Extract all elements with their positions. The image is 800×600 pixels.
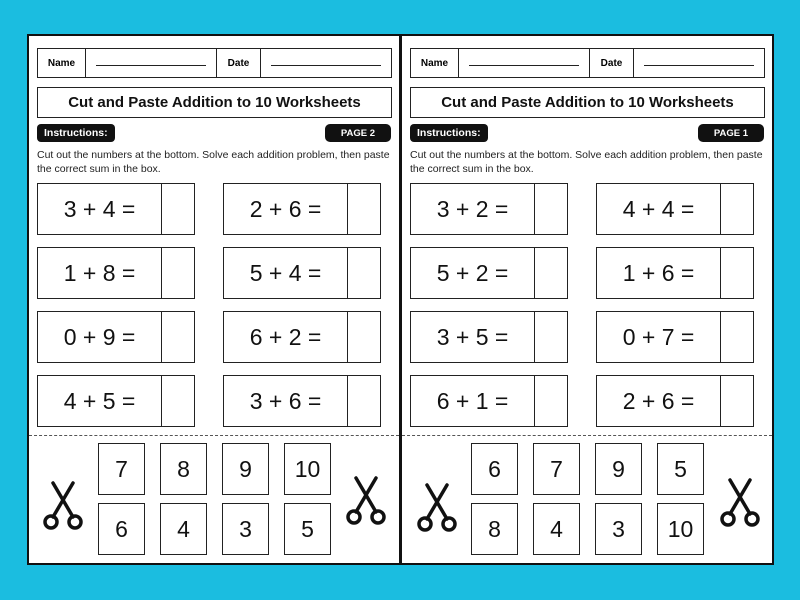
answer-box[interactable] <box>348 184 380 234</box>
problem-box <box>410 247 568 299</box>
number-cutout[interactable]: 6 <box>98 503 145 555</box>
date-field[interactable] <box>634 49 764 77</box>
problem-box <box>223 311 381 363</box>
number-cutout[interactable]: 4 <box>533 503 580 555</box>
number-cutout[interactable]: 8 <box>471 503 518 555</box>
problem-equation: 5 + 4 = <box>224 248 348 298</box>
problem-equation: 2 + 6 = <box>224 184 348 234</box>
problem-box <box>223 247 381 299</box>
answer-box[interactable] <box>721 184 753 234</box>
answer-box[interactable] <box>535 184 567 234</box>
scissors-icon <box>720 478 760 528</box>
problem-equation: 6 + 2 = <box>224 312 348 362</box>
answer-box[interactable] <box>535 248 567 298</box>
problem-equation: 0 + 9 = <box>38 312 162 362</box>
answer-box[interactable] <box>162 184 194 234</box>
number-cutout[interactable]: 7 <box>533 443 580 495</box>
number-cutout[interactable]: 5 <box>284 503 331 555</box>
number-cutout[interactable]: 9 <box>595 443 642 495</box>
number-cutout[interactable]: 8 <box>160 443 207 495</box>
answer-box[interactable] <box>162 248 194 298</box>
instructions-label: Instructions: <box>410 124 488 142</box>
problem-equation: 5 + 2 = <box>411 248 535 298</box>
problem-box <box>596 183 754 235</box>
worksheet-page-2 <box>27 34 401 565</box>
name-field[interactable] <box>459 49 590 77</box>
problem-equation: 6 + 1 = <box>411 376 535 426</box>
instructions-label: Instructions: <box>37 124 115 142</box>
number-cutout[interactable]: 10 <box>657 503 704 555</box>
instructions-text: Cut out the numbers at the bottom. Solve each addition problem, then paste the correct sum in the box. <box>37 149 390 175</box>
cut-line <box>29 435 399 436</box>
name-date-bar <box>410 48 765 78</box>
problem-box <box>223 375 381 427</box>
date-label: Date <box>217 49 261 77</box>
instructions-text: Cut out the numbers at the bottom. Solve each addition problem, then paste the correct sum in the box. <box>410 149 763 175</box>
answer-box[interactable] <box>162 376 194 426</box>
name-label: Name <box>411 49 459 77</box>
problem-box <box>596 311 754 363</box>
number-cutout[interactable]: 9 <box>222 443 269 495</box>
number-cutout[interactable]: 3 <box>222 503 269 555</box>
date-field[interactable] <box>261 49 391 77</box>
answer-box[interactable] <box>535 376 567 426</box>
answer-box[interactable] <box>535 312 567 362</box>
number-cutout[interactable]: 7 <box>98 443 145 495</box>
problem-box <box>37 375 195 427</box>
number-cutout[interactable]: 3 <box>595 503 642 555</box>
date-label: Date <box>590 49 634 77</box>
number-cutout[interactable]: 4 <box>160 503 207 555</box>
problem-box <box>37 183 195 235</box>
name-date-bar <box>37 48 392 78</box>
worksheet-title: Cut and Paste Addition to 10 Worksheets <box>410 87 765 118</box>
worksheet-page-1 <box>400 34 774 565</box>
problem-equation: 1 + 8 = <box>38 248 162 298</box>
answer-box[interactable] <box>348 312 380 362</box>
problem-box <box>596 375 754 427</box>
problem-equation: 1 + 6 = <box>597 248 721 298</box>
answer-box[interactable] <box>721 312 753 362</box>
problem-box <box>596 247 754 299</box>
problem-box <box>37 311 195 363</box>
problem-box <box>37 247 195 299</box>
problem-equation: 0 + 7 = <box>597 312 721 362</box>
problem-equation: 3 + 2 = <box>411 184 535 234</box>
scissors-icon <box>417 483 457 533</box>
page-label: PAGE 1 <box>698 124 764 142</box>
problem-box <box>410 311 568 363</box>
number-cutout[interactable]: 5 <box>657 443 704 495</box>
scissors-icon <box>43 481 83 531</box>
answer-box[interactable] <box>721 248 753 298</box>
scissors-icon <box>346 476 386 526</box>
number-cutout[interactable]: 10 <box>284 443 331 495</box>
problem-box <box>223 183 381 235</box>
page-label: PAGE 2 <box>325 124 391 142</box>
answer-box[interactable] <box>721 376 753 426</box>
name-label: Name <box>38 49 86 77</box>
problem-box <box>410 375 568 427</box>
problem-equation: 4 + 5 = <box>38 376 162 426</box>
name-field[interactable] <box>86 49 217 77</box>
problem-equation: 3 + 6 = <box>224 376 348 426</box>
cut-line <box>402 435 772 436</box>
answer-box[interactable] <box>162 312 194 362</box>
problem-box <box>410 183 568 235</box>
problem-equation: 3 + 5 = <box>411 312 535 362</box>
answer-box[interactable] <box>348 376 380 426</box>
number-cutout[interactable]: 6 <box>471 443 518 495</box>
problem-equation: 4 + 4 = <box>597 184 721 234</box>
problem-equation: 3 + 4 = <box>38 184 162 234</box>
answer-box[interactable] <box>348 248 380 298</box>
problem-equation: 2 + 6 = <box>597 376 721 426</box>
worksheet-title: Cut and Paste Addition to 10 Worksheets <box>37 87 392 118</box>
